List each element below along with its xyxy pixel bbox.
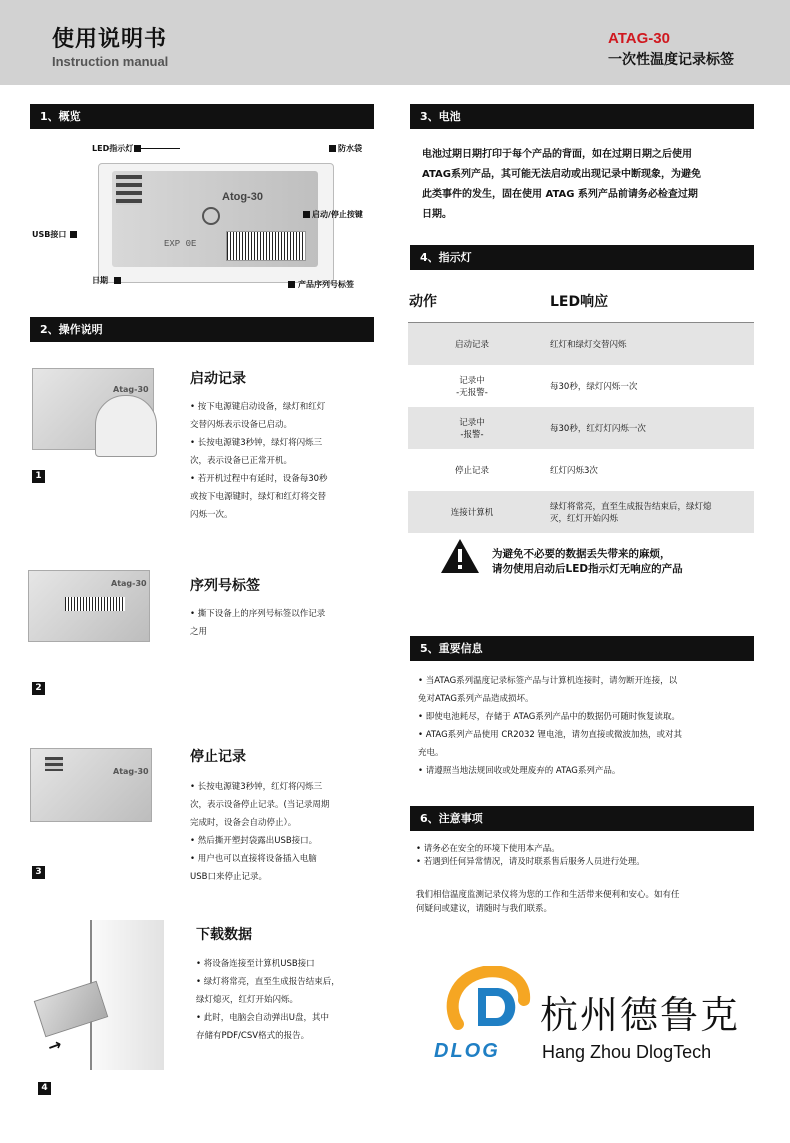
dlog-logo-icon [440, 966, 540, 1038]
step4-title: 下载数据 [196, 927, 252, 943]
closing-text [416, 888, 756, 916]
battery-line: ATAG系列产品，其可能无法启动或出现记录中断现象，为避免 [422, 169, 701, 180]
step3-bullets [190, 778, 370, 886]
usb-stripes [116, 175, 142, 205]
step3-photo [30, 748, 152, 822]
step3-line: USB口来停止记录。 [190, 872, 267, 882]
table-row [408, 407, 754, 449]
label-button-marker [303, 211, 310, 218]
device-name: Atog-30 [222, 191, 263, 203]
step1-line: • 长按电源键3秒钟，绿灯将闪烁三 [190, 438, 323, 448]
step3-line: • 用户也可以直接将设备插入电脑 [190, 854, 317, 864]
product-name: 一次性温度记录标签 [608, 52, 734, 68]
step1-bullets [190, 398, 370, 524]
step4-line: • 绿灯将常亮，直至生成报告结束后， [196, 977, 340, 987]
step2-barcode [65, 597, 125, 611]
arrow-icon: → [45, 1034, 65, 1057]
label-usb: USB接口 [32, 230, 67, 239]
label-waterproof-marker [329, 145, 336, 152]
important-text [418, 672, 758, 780]
section-battery-header: 3、电池 [410, 104, 754, 129]
step1-line: 交替闪烁表示设备已启动。 [190, 420, 293, 430]
label-date-marker [114, 277, 121, 284]
important-line: 充电。 [418, 748, 444, 758]
led-table [408, 280, 754, 533]
table-row [408, 449, 754, 491]
important-line: • 当ATAG系列温度记录标签产品与计算机连接时，请勿断开连接，以 [418, 676, 678, 686]
battery-line: 日期。 [422, 209, 452, 220]
label-led: LED指示灯 [92, 144, 134, 153]
step3-line: 次，表示设备停止记录。(当记录周期 [190, 800, 330, 810]
closing-line: 何疑问或建议，请随时与我们联系。 [416, 904, 553, 914]
label-date: 日期 [92, 276, 108, 285]
step1-line: 或按下电源键时，绿灯和红灯将交替 [190, 492, 327, 502]
overview-diagram [30, 135, 374, 295]
label-serial: 产品序列号标签 [298, 280, 354, 289]
notes-line: • 若遇到任何异常情况，请及时联系售后服务人员进行处理。 [416, 857, 645, 867]
step4-line: 绿灯熄灭，红灯开始闪烁。 [196, 995, 299, 1005]
logo-chinese-name: 杭州德鲁克 [540, 993, 741, 1037]
led-action: 连接计算机 [408, 491, 536, 533]
table-row [408, 491, 754, 533]
logo-brand: DLOG [434, 1040, 500, 1062]
section-important-header: 5、重要信息 [410, 636, 754, 661]
notes-line: • 请务必在安全的环境下使用本产品。 [416, 844, 560, 854]
step3-line: 完成时，设备会自动停止）。 [190, 818, 297, 828]
battery-text [422, 145, 752, 225]
important-line: • 即使电池耗尽，存储于 ATAG系列产品中的数据仍可随时恢复读取。 [418, 712, 680, 722]
step1-line: • 若开机过程中有延时，设备每30秒 [190, 474, 328, 484]
page-subtitle: Instruction manual [52, 54, 169, 69]
led-response: 红灯和绿灯交替闪烁 [536, 323, 754, 366]
page-title: 使用说明书 [52, 27, 168, 52]
model-number: ATAG-30 [608, 30, 670, 47]
section-operation-header: 2、操作说明 [30, 317, 374, 342]
led-response: 每30秒，绿灯闪烁一次 [550, 382, 638, 392]
section-overview-header: 1、概览 [30, 104, 374, 129]
device-exp: EXP 0E [164, 239, 197, 249]
step1-title: 启动记录 [190, 371, 246, 387]
warning-text [492, 547, 683, 577]
step2-line: 之用 [190, 627, 208, 637]
led-action: 记录中 -报警- [408, 407, 536, 449]
step3-usb-stripes [45, 757, 63, 771]
step2-photo [28, 570, 150, 642]
battery-line: 电池过期日期打印于每个产品的背面，如在过期日期之后使用 [422, 149, 692, 160]
step1-photo [32, 368, 154, 450]
step4-bullets [196, 955, 376, 1045]
step4-line: • 此时，电脑会自动弹出U盘，其中 [196, 1013, 329, 1023]
label-serial-marker [288, 281, 295, 288]
closing-line: 我们相信温度监测记录仪将为您的工作和生活带来便利和安心。如有任 [416, 890, 680, 900]
label-usb-marker [70, 231, 77, 238]
logo-english-name: Hang Zhou DlogTech [542, 1042, 712, 1062]
step2-bullets [190, 605, 370, 641]
barcode-label [226, 231, 306, 261]
table-row [408, 365, 754, 407]
led-table-header-response: LED响应 [536, 280, 754, 323]
table-row [408, 323, 754, 366]
led-response: 每30秒，红灯灯闪烁一次 [536, 407, 754, 449]
step3-line: • 长按电源键3秒钟，红灯将闪烁三 [190, 782, 323, 792]
step1-number: 1 [32, 470, 45, 483]
power-button-icon [202, 207, 220, 225]
step2-title: 序列号标签 [190, 578, 260, 594]
step2-number: 2 [32, 682, 45, 695]
section-notes-header: 6、注意事项 [410, 806, 754, 831]
step4-line: 存储有PDF/CSV格式的报告。 [196, 1031, 310, 1041]
step1-line: • 按下电源键启动设备，绿灯和红灯 [190, 402, 326, 412]
step1-line: 次，表示设备已正常开机。 [190, 456, 293, 466]
step3-number: 3 [32, 866, 45, 879]
important-line: • ATAG系列产品使用 CR2032 锂电池，请勿直接或微波加热，或对其 [418, 730, 683, 740]
label-button: 启动/停止按键 [312, 210, 363, 219]
step1-line: 闪烁一次。 [190, 510, 233, 520]
warning-line1: 为避免不必要的数据丢失带来的麻烦， [492, 548, 671, 560]
step3-title: 停止记录 [190, 749, 246, 765]
led-action: 停止记录 [454, 466, 489, 476]
step2-line: • 撕下设备上的序列号标签以作记录 [190, 609, 326, 619]
step4-line: • 将设备连接至计算机USB接口 [196, 959, 315, 969]
finger-illustration [95, 395, 157, 457]
step1-device-name: Atag-30 [113, 385, 149, 394]
label-waterproof: 防水袋 [338, 144, 362, 153]
step4-photo [32, 920, 162, 1070]
label-led-line [140, 148, 180, 149]
led-action: 启动记录 [408, 323, 536, 366]
led-response: 红灯闪烁3次 [550, 466, 598, 476]
important-line: 免对ATAG系列产品造成损坏。 [418, 694, 534, 704]
section-led-header: 4、指示灯 [410, 245, 754, 270]
notes-text [416, 843, 756, 869]
warning-line2: 请勿使用启动后LED指示灯无响应的产品 [492, 563, 683, 575]
battery-line: 此类事件的发生，固在使用 ATAG 系列产品前请务必检查过期 [422, 189, 698, 200]
warning-icon [440, 538, 480, 574]
step2-device-name: Atag-30 [111, 579, 147, 588]
led-action: 记录中 -无报警- [456, 376, 488, 398]
step4-number: 4 [38, 1082, 51, 1095]
led-table-header-action: 动作 [408, 280, 536, 323]
important-line: • 请遵照当地法规回收或处理废弃的 ATAG系列产品。 [418, 766, 621, 776]
led-table-header-row [408, 280, 754, 323]
step3-line: • 然后撕开塑封袋露出USB接口。 [190, 836, 318, 846]
led-response: 绿灯将常亮，直至生成报告结束后，绿灯熄 灭，红灯开始闪烁 [536, 491, 754, 533]
step3-device-name: Atag-30 [113, 767, 149, 776]
